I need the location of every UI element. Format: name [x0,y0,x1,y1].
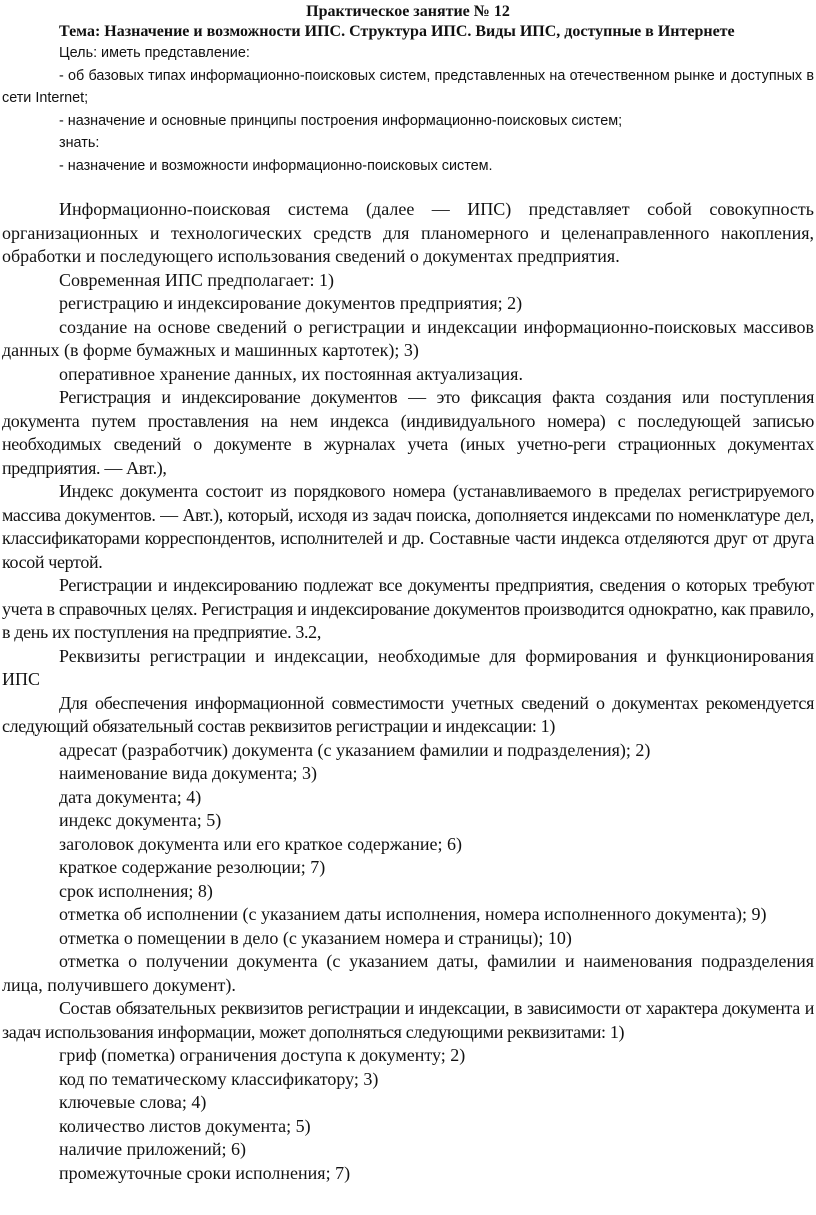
list-item: срок исполнения; 8) [59,880,213,901]
list-item: промежуточные сроки исполнения; 7) [59,1162,351,1183]
paragraph: Информационно-поисковая система (далее — ИПС) представляет собой совокупность организационных и технологических средств для планомерного и целенаправленного накопления, обработки и последующего использования сведений о документах предприятия. [2,199,814,266]
goal-line: знать: [59,135,100,151]
paragraph: Регистрации и индексированию подлежат все документы предприятия, сведения о которых требуют учета в справочных целях. Регистрация и индексирование документов производится однократно, как правило, в день их поступления на предприятие. 3.2, [2,575,814,642]
list-item: заголовок документа или его краткое содержание; 6) [59,833,463,854]
body-text [2,198,814,1185]
paragraph: оперативное хранение данных, их постоянная актуализация. [59,363,523,384]
list-item: код по тематическому классификатору; 3) [59,1068,379,1089]
paragraph: создание на основе сведений о регистрации и индексации информационно-поисковых массивов данных (в форме бумажных и машинных картотек); 3) [2,316,814,360]
paragraph: Современная ИПС предполагает: 1) [59,269,335,290]
list-item: наименование вида документа; 3) [59,763,318,783]
list-item: отметка о помещении в дело (с указанием номера и страницы); 10) [59,927,572,948]
list-item: индекс документа; 5) [59,810,222,830]
list-item: отметка о получении документа (с указанием даты, фамилии и наименования подразделения лица, получившего документ). [2,951,814,995]
paragraph: регистрацию и индексирование документов предприятия; 2) [59,293,523,313]
list-item: гриф (пометка) ограничения доступа к документу; 2) [59,1045,466,1065]
list-item: наличие приложений; 6) [59,1139,246,1159]
list-item: краткое содержание резолюции; 7) [59,857,326,877]
list-item: отметка об исполнении (с указанием даты исполнения, номера исполненного документа); 9) [59,904,767,924]
page-title: Практическое занятие № 12 [306,3,510,20]
goal-line: Цель: иметь представление: [59,45,250,61]
paragraph: Для обеспечения информационной совместимости учетных сведений о документах рекомендуется следующий обязательный состав реквизитов регистрации и индексации: 1) [2,692,814,736]
paragraph: Индекс документа состоит из порядкового номера (устанавливаемого в пределах регистрируемого массива документов. — Авт.), который, исходя из задач поиска, дополняется индексами по номенклатуре дел, классификаторами корреспондентов, исполнителей и др. Составные части индекса отделяются друг от друга косой чертой. [2,481,814,572]
paragraph: Реквизиты регистрации и индексации, необходимые для формирования и функционирования ИПС [2,645,814,689]
goal-line: - об базовых типах информационно-поисковых систем, представленных на отечественном рынке и доступных в сети Internet; [2,67,814,106]
list-item: количество листов документа; 5) [59,1115,311,1136]
list-item: ключевые слова; 4) [59,1092,207,1112]
list-item: адресат (разработчик) документа (с указанием фамилии и подразделения); 2) [59,739,651,760]
list-item: дата документа; 4) [59,786,202,807]
goal-line: - назначение и возможности информационно-поисковых систем. [59,157,493,174]
topic-heading: Тема: Назначение и возможности ИПС. Структура ИПС. Виды ИПС, доступные в Интернете [59,23,735,40]
paragraph: Регистрация и индексирование документов — это фиксация факта создания или поступления документа путем проставления на нем индекса (индивидуального номера) с последующей записью необходимых сведений о документе в журналах учета (иных учетно-реги страционных документах предприятия. — Авт.), [2,387,814,478]
goal-line: - назначение и основные принципы построения информационно-поисковых систем; [59,112,623,129]
paragraph: Состав обязательных реквизитов регистрации и индексации, в зависимости от характера документа и задач использования информации, может дополняться следующими реквизитами: 1) [2,998,814,1042]
goals-section [2,42,814,177]
